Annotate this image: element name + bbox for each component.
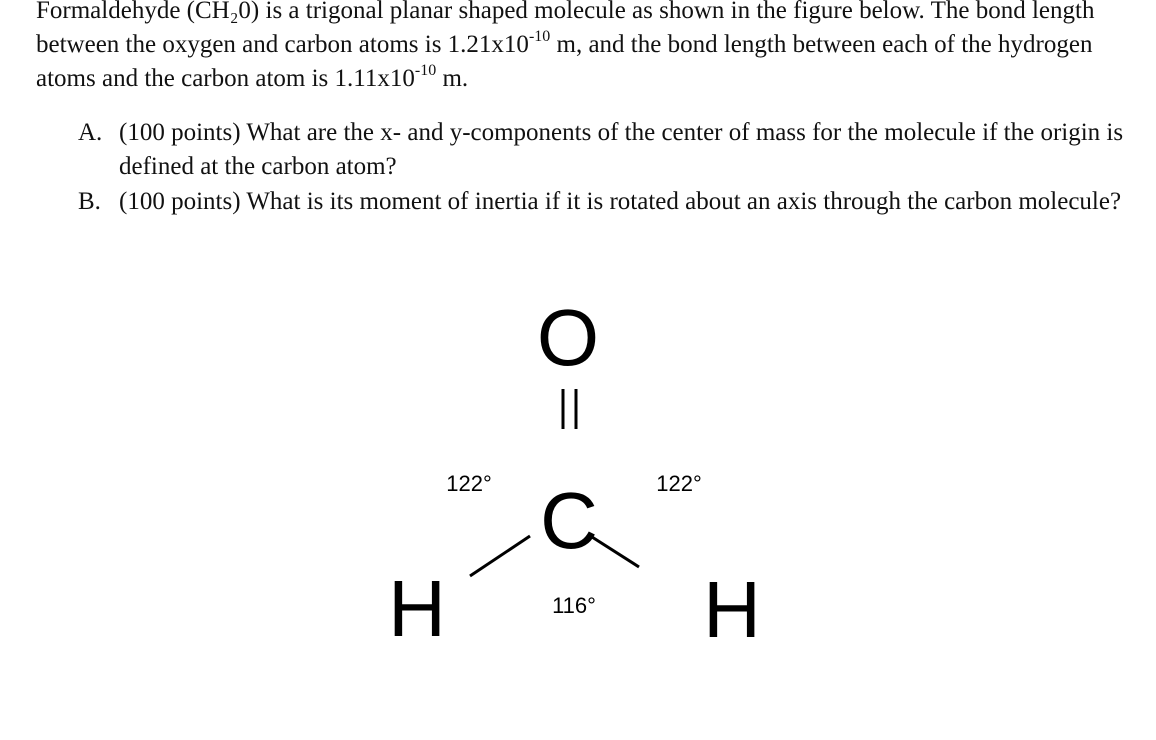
left-hydrogen-atom-label: H bbox=[388, 564, 446, 653]
bottom-bond-angle-label: 116° bbox=[552, 593, 596, 618]
question-a-text: (100 points) What are the x- and y-components of the center of mass for the molecule if the origin is defined at the carbon atom? bbox=[119, 119, 1124, 180]
question-b-marker: B. bbox=[78, 188, 101, 215]
problem-intro-part-2: m, and the bond length between each of the hydrogen atoms and the carbon atom is 1.11x10 bbox=[36, 31, 1093, 92]
right-single-bond bbox=[592, 537, 639, 567]
oxygen-atom-label: O bbox=[536, 293, 600, 382]
right-bond-angle-label: 122° bbox=[656, 471, 702, 496]
problem-intro-part-3: m. bbox=[436, 65, 469, 92]
left-single-bond bbox=[470, 536, 530, 576]
problem-intro-part-1: Formaldehyde (CH₂0) is a trigonal planar shaped molecule as shown in the figure below. The bond length between the oxygen and carbon atoms is 1.21x10 bbox=[36, 0, 1095, 58]
left-bond-angle-label: 122° bbox=[446, 471, 492, 496]
exponent-co-bond: -10 bbox=[528, 28, 551, 45]
question-b-text: (100 points) What is its moment of inertia if it is rotated about an axis through the carbon molecule? bbox=[119, 188, 1122, 215]
carbon-atom-label: C bbox=[540, 476, 598, 565]
right-hydrogen-atom-label: H bbox=[703, 565, 761, 654]
exponent-ch-bond: -10 bbox=[414, 62, 437, 79]
question-a-marker: A. bbox=[78, 119, 103, 146]
